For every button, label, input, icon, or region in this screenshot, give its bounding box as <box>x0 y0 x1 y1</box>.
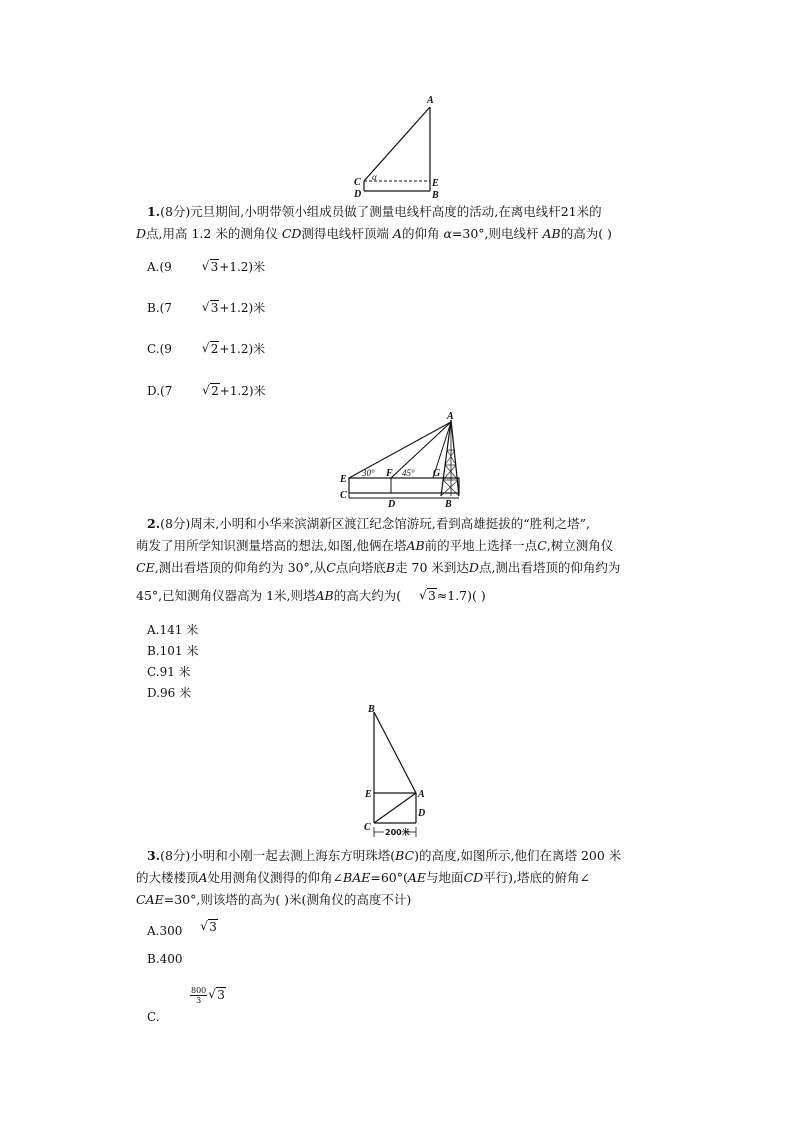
q2-options <box>147 620 198 704</box>
q1-option-a-letter: A.(9 <box>147 260 172 274</box>
fig2-label-B: B <box>445 499 452 510</box>
q3-line1-post: )的高度,如图所示,他们在离塔 200 米 <box>414 848 622 863</box>
q3-var-cae: CAE <box>136 892 164 907</box>
q3-option-c-value <box>190 986 226 1005</box>
figure-3-tower-building <box>360 700 445 840</box>
q1-var-cd: CD <box>281 226 302 241</box>
q2-var-c2: C <box>326 560 336 575</box>
q3-var-a: A <box>198 870 208 885</box>
q2-var-ab: AB <box>406 538 425 553</box>
fig2-label-G: G <box>433 468 441 479</box>
q2-line4-post: ≈1.7)( ) <box>436 588 486 603</box>
q2-line2-mid: 前的平地上选择一点 <box>424 538 538 553</box>
question-3 <box>136 845 667 911</box>
q2-line4 <box>136 585 667 607</box>
fig1-label-C: C <box>354 177 361 188</box>
q1-number: 1. <box>147 204 161 219</box>
fig1-label-D: D <box>354 189 362 200</box>
q1-text-b-post: =30°,则电线杆 <box>451 226 539 241</box>
q1-option-d-rest: +1.2)米 <box>219 384 266 398</box>
fig3-label-E: E <box>365 789 372 800</box>
q3-option-b[interactable]: B.400 <box>147 952 183 966</box>
fig3-distance-label: 200米 <box>385 828 410 837</box>
q1-option-b-letter: B.(7 <box>147 301 172 315</box>
q1-option-c-rest: +1.2)米 <box>219 342 266 356</box>
fig2-label-F: F <box>386 468 393 479</box>
q3-option-c[interactable]: C. <box>147 1010 160 1024</box>
q2-var-b: B <box>385 560 396 575</box>
q2-option-c[interactable]: C.91 米 <box>147 665 191 679</box>
q1-text-b-pre: 点,用高 1.2 米的测角仪 <box>146 226 278 241</box>
fig2-label-A: A <box>447 411 454 422</box>
figure-2-tower <box>335 410 465 510</box>
q1-option-a[interactable] <box>147 258 265 275</box>
q3-option-a[interactable] <box>147 920 218 938</box>
q3-line2-pre: 的大楼楼顶 <box>136 870 199 885</box>
q1-var-d: D <box>136 226 147 241</box>
q3-line2-mid2: =60°( <box>370 870 408 885</box>
q3-var-bc: BC <box>395 848 415 863</box>
q3-option-a-sqrt: √ 3 <box>200 920 218 934</box>
fig3-label-A: A <box>418 789 425 800</box>
q3-line1 <box>147 845 667 867</box>
q2-line1-text: 周末,小明和小华来滨湖新区渡江纪念馆游玩,看到高雄挺拔的“胜利之塔”, <box>190 516 590 531</box>
q1-var-ab: AB <box>542 226 561 241</box>
q1-text-b-mid2: 的仰角 <box>401 226 444 241</box>
q3-option-c-sqrt: √ 3 <box>208 988 226 1002</box>
q2-line3-mid: 点向塔底 <box>335 560 386 575</box>
q1-option-c-letter: C.(9 <box>147 342 172 356</box>
q1-option-b-sqrt: √ 3 <box>202 301 220 315</box>
q1-option-a-rest: +1.2)米 <box>219 260 266 274</box>
q1-option-d[interactable] <box>147 382 266 399</box>
q1-option-d-sqrt: √ 2 <box>202 384 220 398</box>
q3-var-bae: BAE <box>343 870 371 885</box>
q3-var-cd: CD <box>463 870 484 885</box>
q2-line3 <box>136 557 667 579</box>
q2-line2-pre: 萌发了用所学知识测量塔高的想法,如图,他俩在塔 <box>136 538 407 553</box>
q3-line2-mid: 处用测角仪测得的仰角∠ <box>207 870 344 885</box>
q2-var-ce: CE <box>136 560 155 575</box>
fig3-label-C: C <box>364 822 371 833</box>
q2-option-a[interactable]: A.141 米 <box>147 623 199 637</box>
q3-var-ae: AE <box>407 870 427 885</box>
q1-var-a: A <box>392 226 402 241</box>
fig3-label-B: B <box>368 704 375 715</box>
fig1-label-A: A <box>427 95 434 106</box>
fig2-label-E: E <box>340 474 347 485</box>
q2-option-b[interactable]: B.101 米 <box>147 644 199 658</box>
q2-line4-pre: 45°,已知测角仪器高为 1米,则塔 <box>136 588 316 603</box>
q3-line3-post: =30°,则该塔的高为( )米(测角仪的高度不计) <box>163 892 412 907</box>
fig1-label-B: B <box>432 190 439 201</box>
q2-option-d[interactable]: D.96 米 <box>147 686 192 700</box>
q2-line2 <box>136 535 667 557</box>
q3-score: (8分) <box>160 848 191 863</box>
q2-var-c: C <box>537 538 547 553</box>
q2-score: (8分) <box>160 516 191 531</box>
q1-alpha: α <box>443 226 452 241</box>
q1-option-a-sqrt: √ 3 <box>202 260 220 274</box>
q1-line2 <box>136 223 667 245</box>
q3-option-c-fraction: $\frac{800}{3}$ <box>191 986 207 1005</box>
fig2-angle-45: 45° <box>402 468 415 478</box>
q2-line3-post: 点,测出看塔顶的仰角约为 <box>478 560 621 575</box>
fig1-label-alpha: α <box>372 172 377 182</box>
question-1 <box>136 201 667 245</box>
q3-number: 3. <box>147 848 161 863</box>
q1-option-b[interactable] <box>147 299 265 316</box>
fig2-label-C: C <box>340 490 347 501</box>
q3-line2 <box>136 867 667 889</box>
q3-line3 <box>136 889 667 911</box>
q1-text-b-end: 的高为( ) <box>560 226 612 241</box>
q3-line2-post: 平行),塔底的俯角∠ <box>483 870 590 885</box>
figure-1-triangle <box>350 93 450 203</box>
q1-text-b-mid: 测得电线杆顶端 <box>301 226 389 241</box>
question-2 <box>136 513 667 607</box>
q3-option-a-letter: A.300 <box>147 924 183 938</box>
q3-line2-mid3: 与地面 <box>426 870 464 885</box>
q1-option-c[interactable] <box>147 340 265 357</box>
q1-score: (8分) <box>160 204 191 219</box>
q2-line1 <box>147 513 667 535</box>
q2-number: 2. <box>147 516 161 531</box>
q2-sqrt3: √ 3 <box>419 585 437 607</box>
q1-line1 <box>147 201 667 223</box>
q1-text-a: 元旦期间,小明带领小组成员做了测量电线杆高度的活动,在离电线杆21米的 <box>190 204 602 219</box>
fig2-angle-30: 30° <box>362 468 375 478</box>
q2-line3-pre: ,测出看塔顶的仰角约为 30°,从 <box>154 560 327 575</box>
fig2-label-D: D <box>388 499 396 510</box>
q2-line3-mid2: 走 70 米到达 <box>395 560 469 575</box>
q2-var-ab2: AB <box>315 588 334 603</box>
fig3-label-D: D <box>418 808 426 819</box>
q2-var-d: D <box>468 560 479 575</box>
q2-line4-mid: 的高大约为( <box>333 588 402 603</box>
q1-option-d-letter: D.(7 <box>147 384 173 398</box>
q1-option-b-rest: +1.2)米 <box>219 301 266 315</box>
fig1-label-E: E <box>432 178 439 189</box>
q2-line2-post: ,树立测角仪 <box>546 538 614 553</box>
q1-option-c-sqrt: √ 2 <box>202 342 220 356</box>
q3-line1-pre: 小明和小刚一起去测上海东方明珠塔( <box>190 848 396 863</box>
